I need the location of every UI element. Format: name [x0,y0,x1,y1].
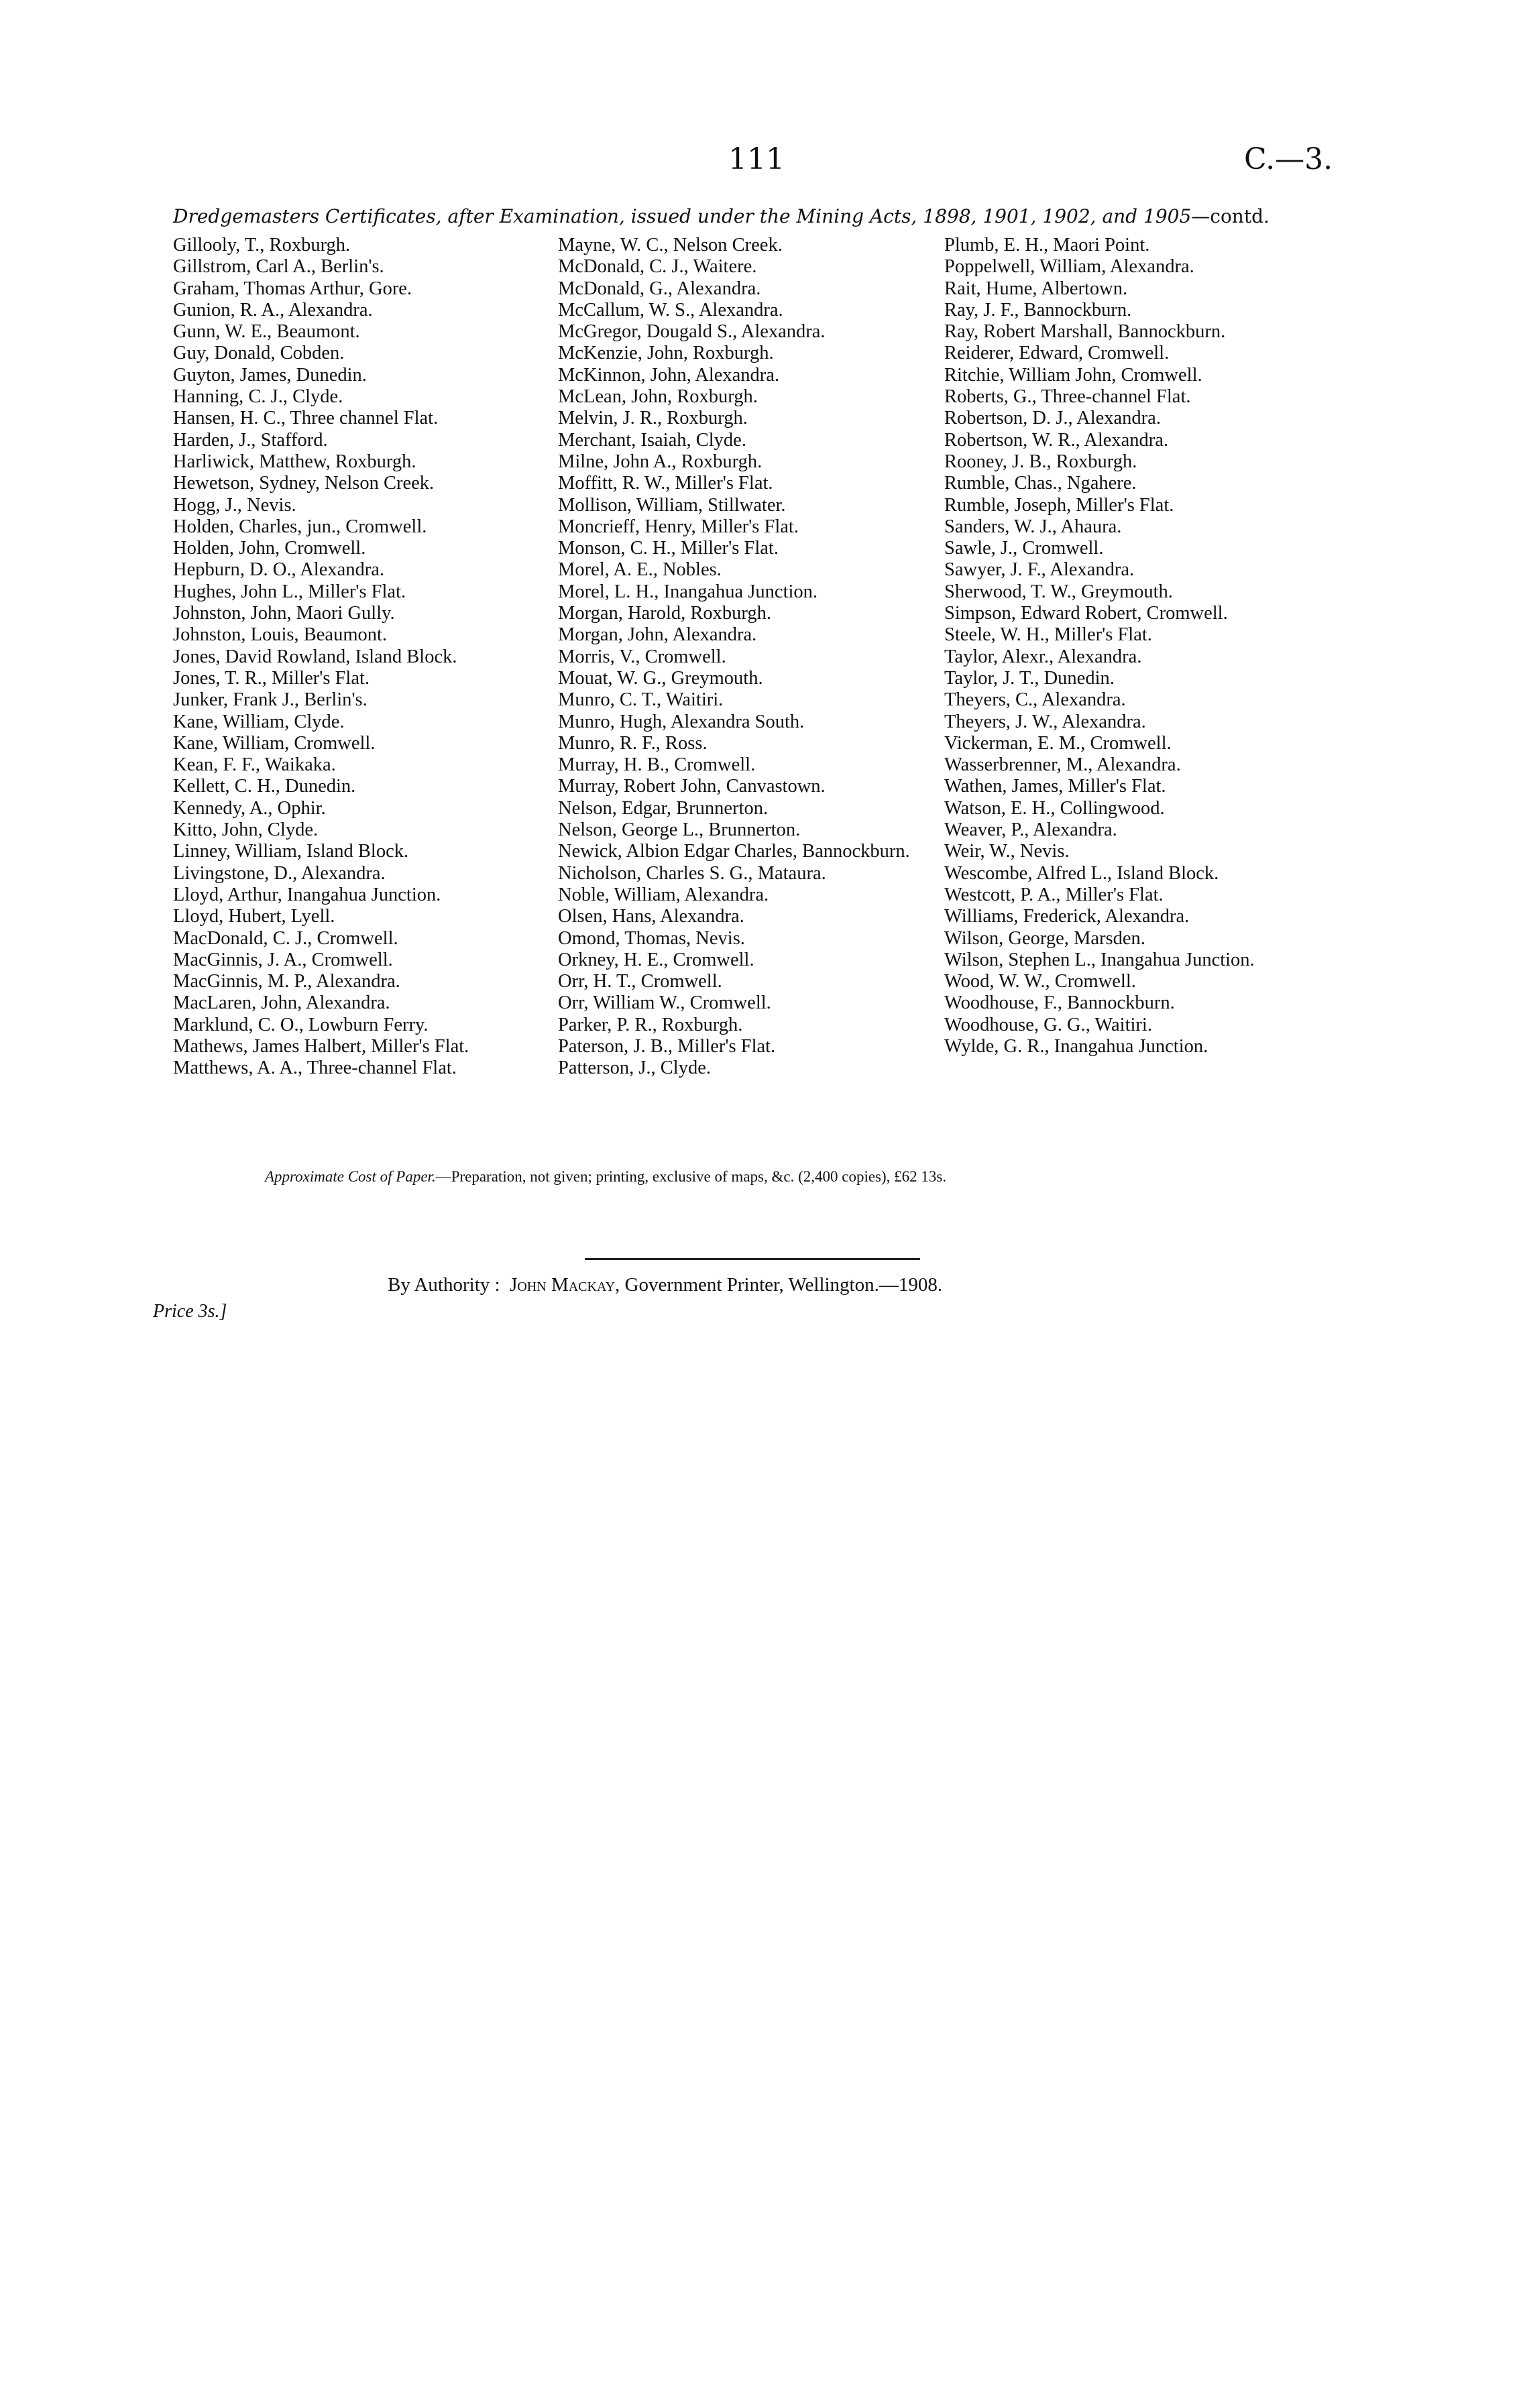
list-entry: Holden, Charles, jun., Cromwell. [173,516,427,537]
section-heading-main: Dredgemasters Certificates, after Examination, issued under the Mining Acts, 1898, 1901, 1902, and 1905 [173,205,1192,227]
list-entry: MacGinnis, J. A., Cromwell. [173,949,393,970]
list-entry: Matthews, A. A., Three-channel Flat. [173,1057,457,1079]
list-entry: Wescombe, Alfred L., Island Block. [944,862,1219,884]
list-entry: Orkney, H. E., Cromwell. [558,949,754,970]
list-entry: Roberts, G., Three-channel Flat. [944,386,1191,408]
list-entry: Simpson, Edward Robert, Cromwell. [944,603,1228,624]
list-entry: Junker, Frank J., Berlin's. [173,689,368,711]
cost-of-paper-text: —Preparation, not given; printing, exclusive of maps, &c. (2,400 copies), £62 13s. [435,1168,947,1185]
list-entry: Kennedy, A., Ophir. [173,797,326,819]
name-column-2 [558,235,937,1080]
list-entry: McDonald, C. J., Waitere. [558,256,757,278]
list-entry: Mathews, James Halbert, Miller's Flat. [173,1035,469,1057]
list-entry: Orr, William W., Cromwell. [558,992,771,1014]
list-entry: Robertson, W. R., Alexandra. [944,429,1169,451]
list-entry: Taylor, Alexr., Alexandra. [944,646,1142,667]
section-heading-contd: —contd. [1191,205,1270,227]
list-entry: Gillstrom, Carl A., Berlin's. [173,256,384,278]
list-entry: Ray, Robert Marshall, Bannockburn. [944,321,1226,343]
list-entry: Gunion, R. A., Alexandra. [173,299,373,321]
list-entry: Steele, W. H., Miller's Flat. [944,624,1152,646]
list-entry: Reiderer, Edward, Cromwell. [944,343,1170,364]
list-entry: Kellett, C. H., Dunedin. [173,776,356,797]
list-entry: Moffitt, R. W., Miller's Flat. [558,473,773,494]
list-entry: Livingstone, D., Alexandra. [173,862,386,884]
list-entry: Patterson, J., Clyde. [558,1057,711,1079]
list-entry: Weaver, P., Alexandra. [944,819,1117,841]
list-entry: Woodhouse, G. G., Waitiri. [944,1014,1152,1035]
list-entry: Murray, H. B., Cromwell. [558,754,756,776]
list-entry: Ray, J. F., Bannockburn. [944,299,1132,321]
imprint-rule [585,1258,920,1260]
list-entry: Sawle, J., Cromwell. [944,538,1104,559]
list-entry: Woodhouse, F., Bannockburn. [944,992,1175,1014]
list-entry: Hepburn, D. O., Alexandra. [173,559,385,581]
list-entry: Poppelwell, William, Alexandra. [944,256,1194,278]
list-entry: Marklund, C. O., Lowburn Ferry. [173,1014,429,1035]
list-entry: Rooney, J. B., Roxburgh. [944,451,1137,472]
list-entry: Murray, Robert John, Canvastown. [558,776,826,797]
list-entry: Graham, Thomas Arthur, Gore. [173,278,412,299]
list-entry: Morel, A. E., Nobles. [558,559,722,581]
list-entry: McGregor, Dougald S., Alexandra. [558,321,826,343]
list-entry: Orr, H. T., Cromwell. [558,971,722,992]
page-number: 111 [728,142,785,176]
list-entry: Johnston, Louis, Beaumont. [173,624,388,646]
list-entry: McKinnon, John, Alexandra. [558,364,780,386]
list-entry: Kean, F. F., Waikaka. [173,754,336,776]
list-entry: Jones, T. R., Miller's Flat. [173,667,370,689]
list-entry: Mollison, William, Stillwater. [558,494,786,516]
list-entry: Linney, William, Island Block. [173,841,409,862]
list-entry: Rumble, Joseph, Miller's Flat. [944,494,1174,516]
list-entry: Ritchie, William John, Cromwell. [944,364,1202,386]
name-column-3 [944,235,1333,1057]
list-entry: Wasserbrenner, M., Alexandra. [944,754,1181,776]
list-entry: Sanders, W. J., Ahaura. [944,516,1122,537]
list-entry: MacGinnis, M. P., Alexandra. [173,971,400,992]
list-entry: Mayne, W. C., Nelson Creek. [558,235,783,255]
list-entry: MacLaren, John, Alexandra. [173,992,390,1014]
list-entry: Wylde, G. R., Inangahua Junction. [944,1035,1208,1057]
list-entry: Newick, Albion Edgar Charles, Bannockburn. [558,841,910,862]
list-entry: Theyers, C., Alexandra. [944,689,1126,711]
list-entry: Hewetson, Sydney, Nelson Creek. [173,473,435,494]
list-entry: Gillooly, T., Roxburgh. [173,235,351,255]
list-entry: Nelson, George L., Brunnerton. [558,819,801,841]
list-entry: Kitto, John, Clyde. [173,819,319,841]
imprint-prefix: By Authority : [388,1274,500,1296]
list-entry: Jones, David Rowland, Island Block. [173,646,457,667]
list-entry: Weir, W., Nevis. [944,841,1070,862]
list-entry: Wathen, James, Miller's Flat. [944,776,1166,797]
list-entry: Munro, R. F., Ross. [558,732,708,754]
list-entry: Taylor, J. T., Dunedin. [944,667,1115,689]
list-entry: Wood, W. W., Cromwell. [944,971,1136,992]
list-entry: Lloyd, Arthur, Inangahua Junction. [173,884,441,905]
list-entry: Kane, William, Cromwell. [173,732,376,754]
list-entry: Rumble, Chas., Ngahere. [944,473,1137,494]
list-entry: Johnston, John, Maori Gully. [173,603,395,624]
list-entry: Munro, Hugh, Alexandra South. [558,711,805,732]
section-heading [173,205,1340,227]
list-entry: Sawyer, J. F., Alexandra. [944,559,1135,581]
list-entry: Nicholson, Charles S. G., Mataura. [558,862,826,884]
price: Price 3s.] [153,1301,227,1322]
list-entry: Westcott, P. A., Miller's Flat. [944,884,1164,905]
list-entry: Lloyd, Hubert, Lyell. [173,906,335,927]
list-entry: Robertson, D. J., Alexandra. [944,408,1161,429]
list-entry: Paterson, J. B., Miller's Flat. [558,1035,776,1057]
list-entry: Watson, E. H., Collingwood. [944,797,1165,819]
imprint-suffix: , Government Printer, Wellington.—1908. [615,1274,943,1296]
cost-of-paper-label: Approximate Cost of Paper. [265,1168,436,1185]
list-entry: Milne, John A., Roxburgh. [558,451,763,472]
list-entry: Vickerman, E. M., Cromwell. [944,732,1172,754]
list-entry: Mouat, W. G., Greymouth. [558,667,763,689]
name-column-1 [173,235,549,1080]
list-entry: Morris, V., Cromwell. [558,646,726,667]
list-entry: Hansen, H. C., Three channel Flat. [173,408,439,429]
list-entry: Merchant, Isaiah, Clyde. [558,429,746,451]
list-entry: McCallum, W. S., Alexandra. [558,299,783,321]
list-entry: Gunn, W. E., Beaumont. [173,321,360,343]
list-entry: Williams, Frederick, Alexandra. [944,906,1190,927]
list-entry: Harden, J., Stafford. [173,429,328,451]
page-code: C.—3. [1244,142,1333,176]
list-entry: Plumb, E. H., Maori Point. [944,235,1150,255]
list-entry: Guyton, James, Dunedin. [173,364,367,386]
list-entry: McDonald, G., Alexandra. [558,278,761,299]
list-entry: Noble, William, Alexandra. [558,884,769,905]
list-entry: Monson, C. H., Miller's Flat. [558,538,779,559]
list-entry: Kane, William, Clyde. [173,711,345,732]
list-entry: Harliwick, Matthew, Roxburgh. [173,451,416,472]
list-entry: MacDonald, C. J., Cromwell. [173,927,398,949]
list-entry: Guy, Donald, Cobden. [173,343,345,364]
imprint-printer: John Mackay [510,1274,616,1296]
list-entry: Hogg, J., Nevis. [173,494,296,516]
list-entry: Parker, P. R., Roxburgh. [558,1014,743,1035]
list-entry: Rait, Hume, Albertown. [944,278,1128,299]
list-entry: Melvin, J. R., Roxburgh. [558,408,748,429]
list-entry: Hanning, C. J., Clyde. [173,386,343,408]
list-entry: Morgan, Harold, Roxburgh. [558,603,771,624]
list-entry: Wilson, George, Marsden. [944,927,1145,949]
list-entry: Holden, John, Cromwell. [173,538,366,559]
list-entry: Munro, C. T., Waitiri. [558,689,724,711]
list-entry: Morgan, John, Alexandra. [558,624,757,646]
list-entry: Wilson, Stephen L., Inangahua Junction. [944,949,1255,970]
list-entry: Moncrieff, Henry, Miller's Flat. [558,516,799,537]
list-entry: McKenzie, John, Roxburgh. [558,343,774,364]
cost-of-paper [265,1168,946,1186]
imprint [388,1274,942,1296]
list-entry: Theyers, J. W., Alexandra. [944,711,1146,732]
list-entry: Nelson, Edgar, Brunnerton. [558,797,769,819]
list-entry: Hughes, John L., Miller's Flat. [173,581,406,602]
list-entry: Sherwood, T. W., Greymouth. [944,581,1173,602]
list-entry: Olsen, Hans, Alexandra. [558,906,744,927]
list-entry: Omond, Thomas, Nevis. [558,927,745,949]
list-entry: Morel, L. H., Inangahua Junction. [558,581,818,602]
list-entry: McLean, John, Roxburgh. [558,386,758,408]
